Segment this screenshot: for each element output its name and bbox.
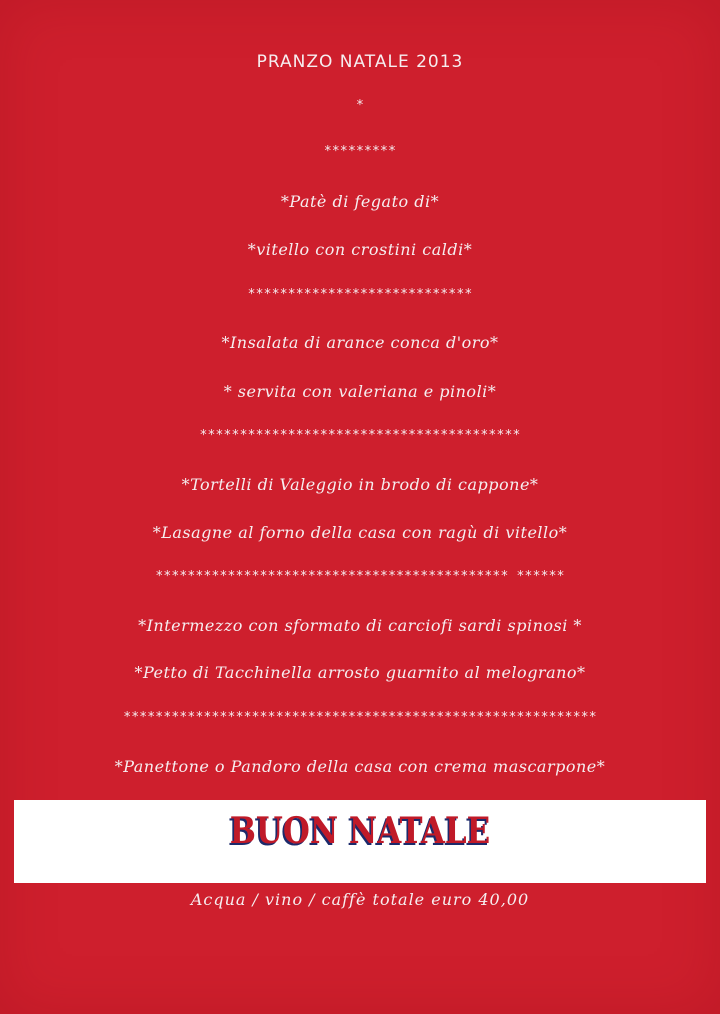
course-line: *Patè di fegato di* [280, 192, 440, 211]
greeting-text: BUON NATALE [229, 810, 491, 852]
star-divider: ********* [323, 144, 397, 159]
greeting-banner [14, 800, 706, 883]
course-line: *Lasagne al forno della casa con ragù di vitello* [152, 523, 568, 542]
tree-top-star: * [355, 98, 365, 113]
course-line: *Petto di Tacchinella arrosto guarnito al melograno* [134, 663, 586, 682]
course-line: *vitello con crostini caldi* [247, 240, 473, 259]
star-divider: **************************** [247, 287, 473, 302]
star-divider: ******************************************** ****** [155, 569, 565, 584]
star-divider: **************************************** [199, 428, 521, 443]
course-line: *Insalata di arance conca d'oro* [221, 333, 499, 352]
price-footer: Acqua / vino / caffè totale euro 40,00 [190, 890, 530, 909]
course-line: * servita con valeriana e pinoli* [223, 382, 497, 401]
course-line: *Tortelli di Valeggio in brodo di cappone* [181, 475, 539, 494]
star-divider: *********************************************************** [123, 710, 597, 725]
menu-title: PRANZO NATALE 2013 [256, 52, 464, 72]
course-line: *Panettone o Pandoro della casa con crema mascarpone* [114, 757, 606, 776]
course-line: *Intermezzo con sformato di carciofi sardi spinosi * [138, 616, 582, 635]
